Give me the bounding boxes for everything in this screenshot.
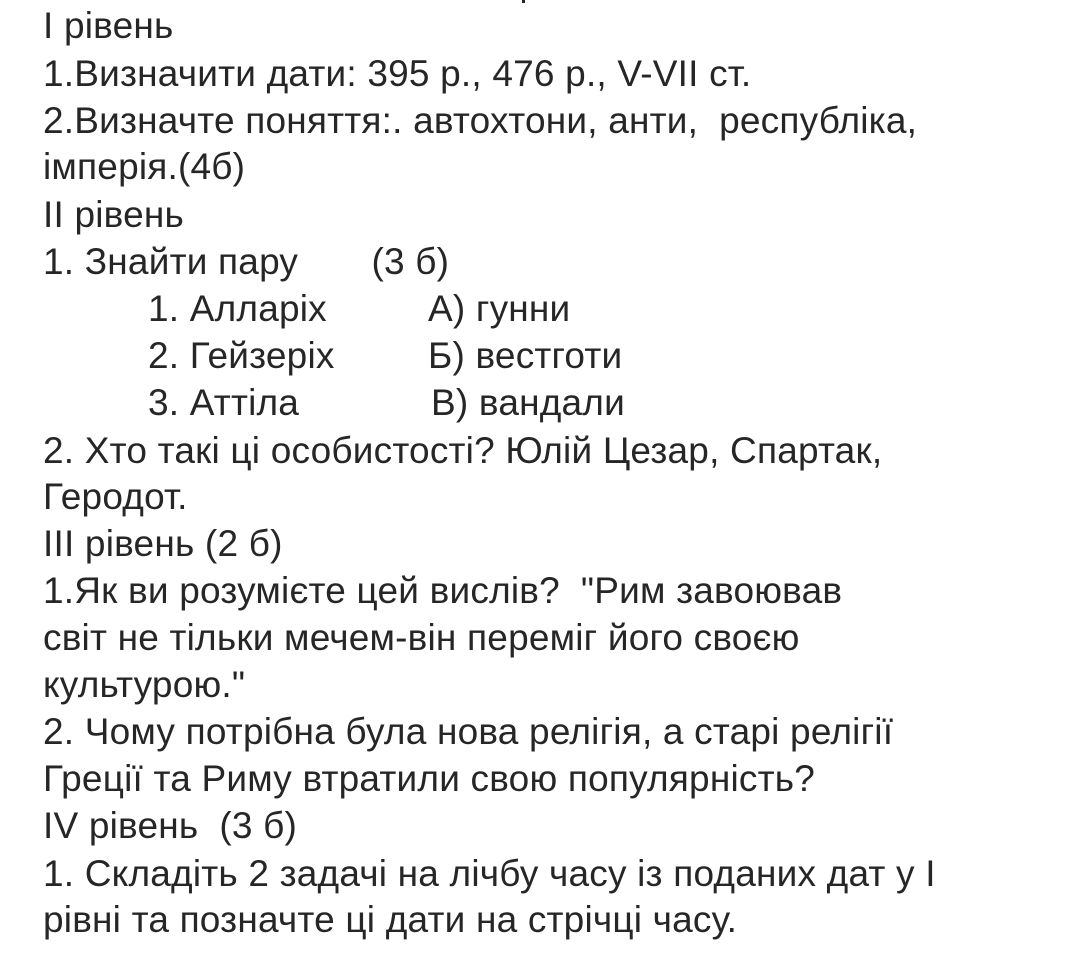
level3-heading: ІІІ рівень (2 б) xyxy=(43,523,283,564)
level4-heading: IV рівень (3 б) xyxy=(43,805,298,846)
level4-question-1-line2: рівні та позначте ці дати на стрічці часу. xyxy=(43,899,738,940)
level3-question-2-line2: Греції та Риму втратили свою популярність? xyxy=(43,758,815,799)
level3-question-1-line3: культурою." xyxy=(43,664,246,705)
pair-left-1: 1. Алларіх xyxy=(148,288,327,329)
level2-question-2-line1: 2. Хто такі ці особистості? Юлій Цезар, Спартак, xyxy=(43,430,883,471)
level1-question-2-line2: імперія.(4б) xyxy=(43,146,246,187)
pair-right-2: Б) вестготи xyxy=(428,335,623,376)
pair-left-2: 2. Гейзеріх xyxy=(148,335,335,376)
pair-right-3: В) вандали xyxy=(431,382,625,423)
level1-heading: І рівень xyxy=(43,5,174,46)
level3-question-1-line2: світ не тільки мечем-він переміг його своєю xyxy=(43,617,800,658)
level2-heading: ІІ рівень xyxy=(43,194,184,235)
pair-left-3: 3. Аттіла xyxy=(148,382,300,423)
level1-question-1: 1.Визначити дати: 395 р., 476 р., V-VII ст. xyxy=(43,53,752,94)
level2-question-2-line2: Геродот. xyxy=(43,476,188,517)
level1-question-2-line1: 2.Визначте поняття:. автохтони, анти, республіка, xyxy=(43,100,918,141)
level2-question-1: 1. Знайти пару (3 б) xyxy=(43,241,450,282)
pair-right-1: А) гунни xyxy=(428,288,571,329)
cropped-text-fragment xyxy=(522,0,525,3)
level3-question-2-line1: 2. Чому потрібна була нова релігія, а старі релігії xyxy=(43,711,894,752)
level4-question-1-line1: 1. Складіть 2 задачі на лічбу часу із поданих дат у І xyxy=(43,853,936,894)
level3-question-1-line1: 1.Як ви розумієте цей вислів? "Рим завоював xyxy=(43,570,843,611)
